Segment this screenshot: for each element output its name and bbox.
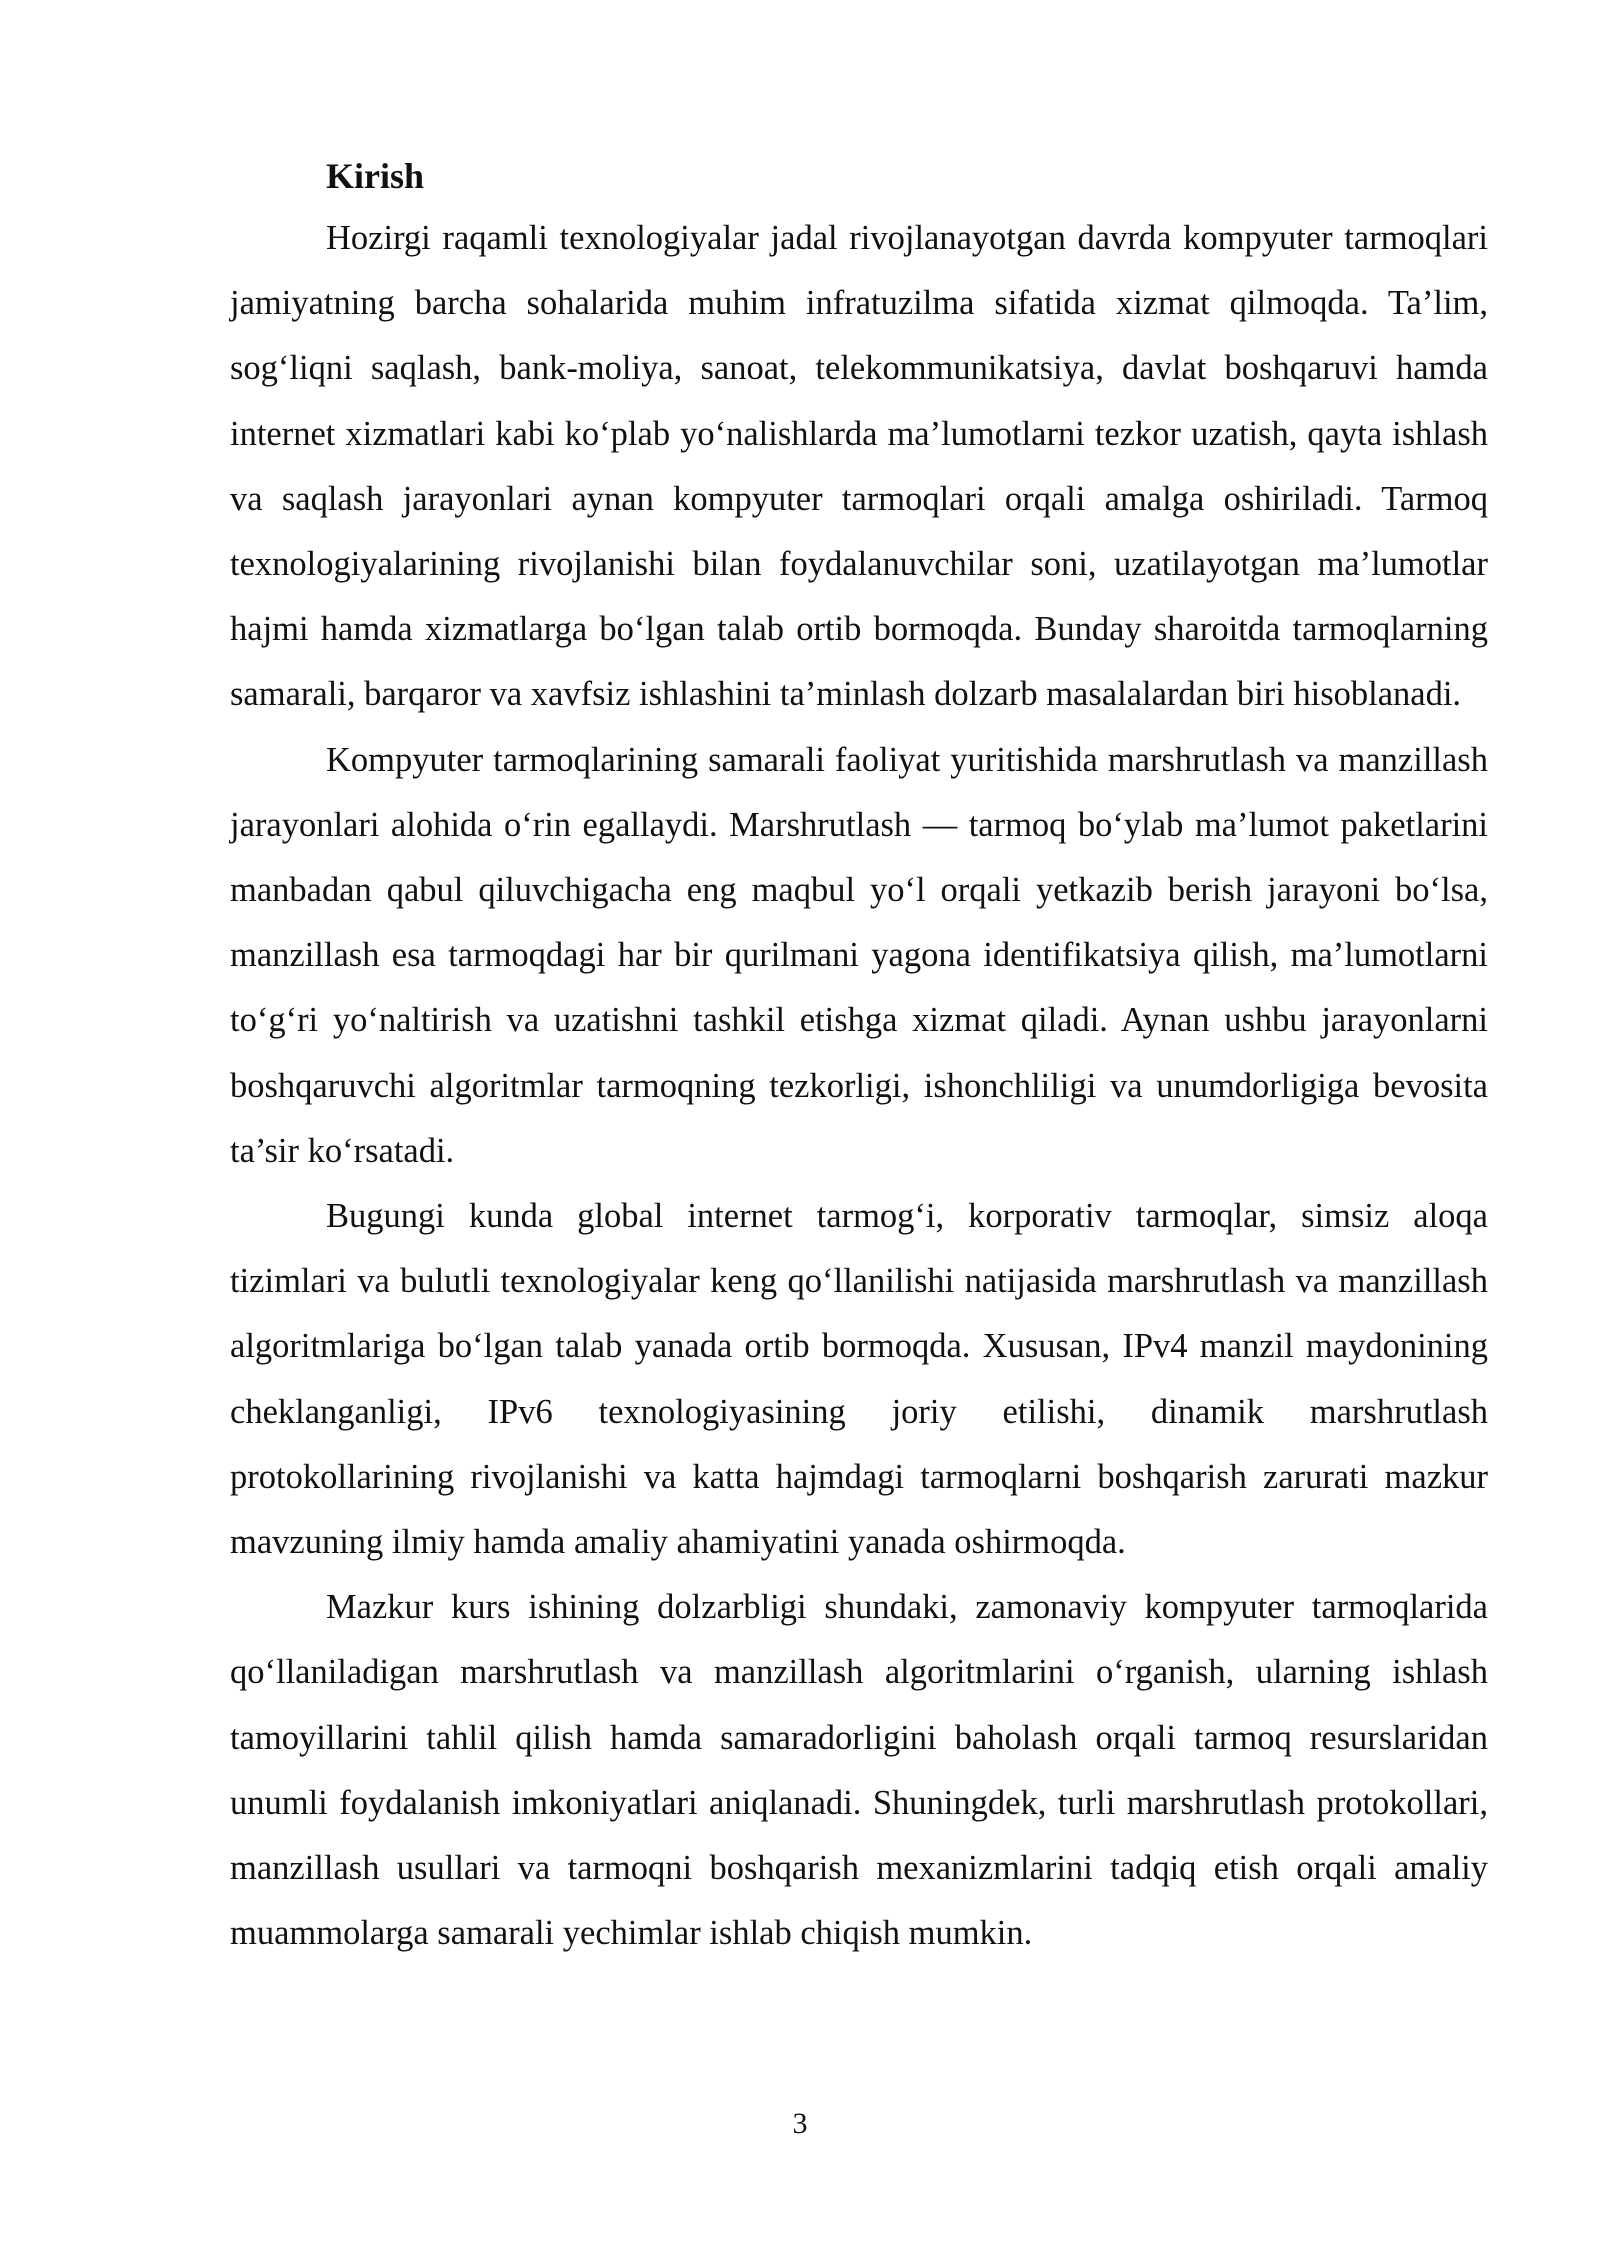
paragraph-3: Bugungi kunda global internet tarmog‘i, korporativ tarmoqlar, simsiz aloqa tizimlari va bulutli texnologiyalar keng qo‘llanilishi natijasida marshrutlash va manzillash algoritmlariga bo‘lgan talab yanada ortib bormoqda. Xususan, IPv4 manzil maydonining cheklanganligi, IPv6 texnologiyasining joriy etilishi, dinamik marshrutlash protokollarining rivojlanishi va katta hajmdagi tarmoqlarni boshqarish zarurati mazkur mavzuning ilmiy hamda amaliy ahamiyatini yanada oshirmoqda. [230,1197,1488,1562]
paragraph-4: Mazkur kurs ishining dolzarbligi shundaki, zamonaviy kompyuter tarmoqlarida qo‘llaniladigan marshrutlash va manzillash algoritmlarini o‘rganish, ularning ishlash tamoyillarini tahlil qilish hamda samaradorligini baholash orqali tarmoq resurslaridan unumli foydalanish imkoniyatlari aniqlanadi. Shuningdek, turli marshrutlash protokollari, manzillash usullari va tarmoqni boshqarish mexanizmlarini tadqiq etish orqali amaliy muammolarga samarali yechimlar ishlab chiqish mumkin. [230,1588,1488,1953]
paragraph-2: Kompyuter tarmoqlarining samarali faoliyat yuritishida marshrutlash va manzillash jarayonlari alohida o‘rin egallaydi. Marshrutlash — tarmoq bo‘ylab ma’lumot paketlarini manbadan qabul qiluvchigacha eng maqbul yo‘l orqali yetkazib berish jarayoni bo‘lsa, manzillash esa tarmoqdagi har bir qurilmani yagona identifikatsiya qilish, ma’lumotlarni to‘g‘ri yo‘naltirish va uzatishni tashkil etishga xizmat qiladi. Aynan ushbu jarayonlarni boshqaruvchi algoritmlar tarmoqning tezkorligi, ishonchliligi va unumdorligiga bevosita ta’sir ko‘rsatadi. [230,740,1488,1170]
paragraph-1: Hozirgi raqamli texnologiyalar jadal rivojlanayotgan davrda kompyuter tarmoqlari jamiyatning barcha sohalarida muhim infratuzilma sifatida xizmat qilmoqda. Ta’lim, sog‘liqni saqlash, bank-moliya, sanoat, telekommunikatsiya, davlat boshqaruvi hamda internet xizmatlari kabi ko‘plab yo‘nalishlarda ma’lumotlarni tezkor uzatish, qayta ishlash va saqlash jarayonlari aynan kompyuter tarmoqlari orqali amalga oshiriladi. Tarmoq texnologiyalarining rivojlanishi bilan foydalanuvchilar soni, uzatilayotgan ma’lumotlar hajmi hamda xizmatlarga bo‘lgan talab ortib bormoqda. Bunday sharoitda tarmoqlarning samarali, barqaror va xavfsiz ishlashini ta’minlash dolzarb masalalardan biri hisoblanadi. [230,219,1488,714]
page-number: 3 [792,2107,808,2140]
section-heading: Kirish [326,156,425,196]
page-body [230,146,1488,1966]
